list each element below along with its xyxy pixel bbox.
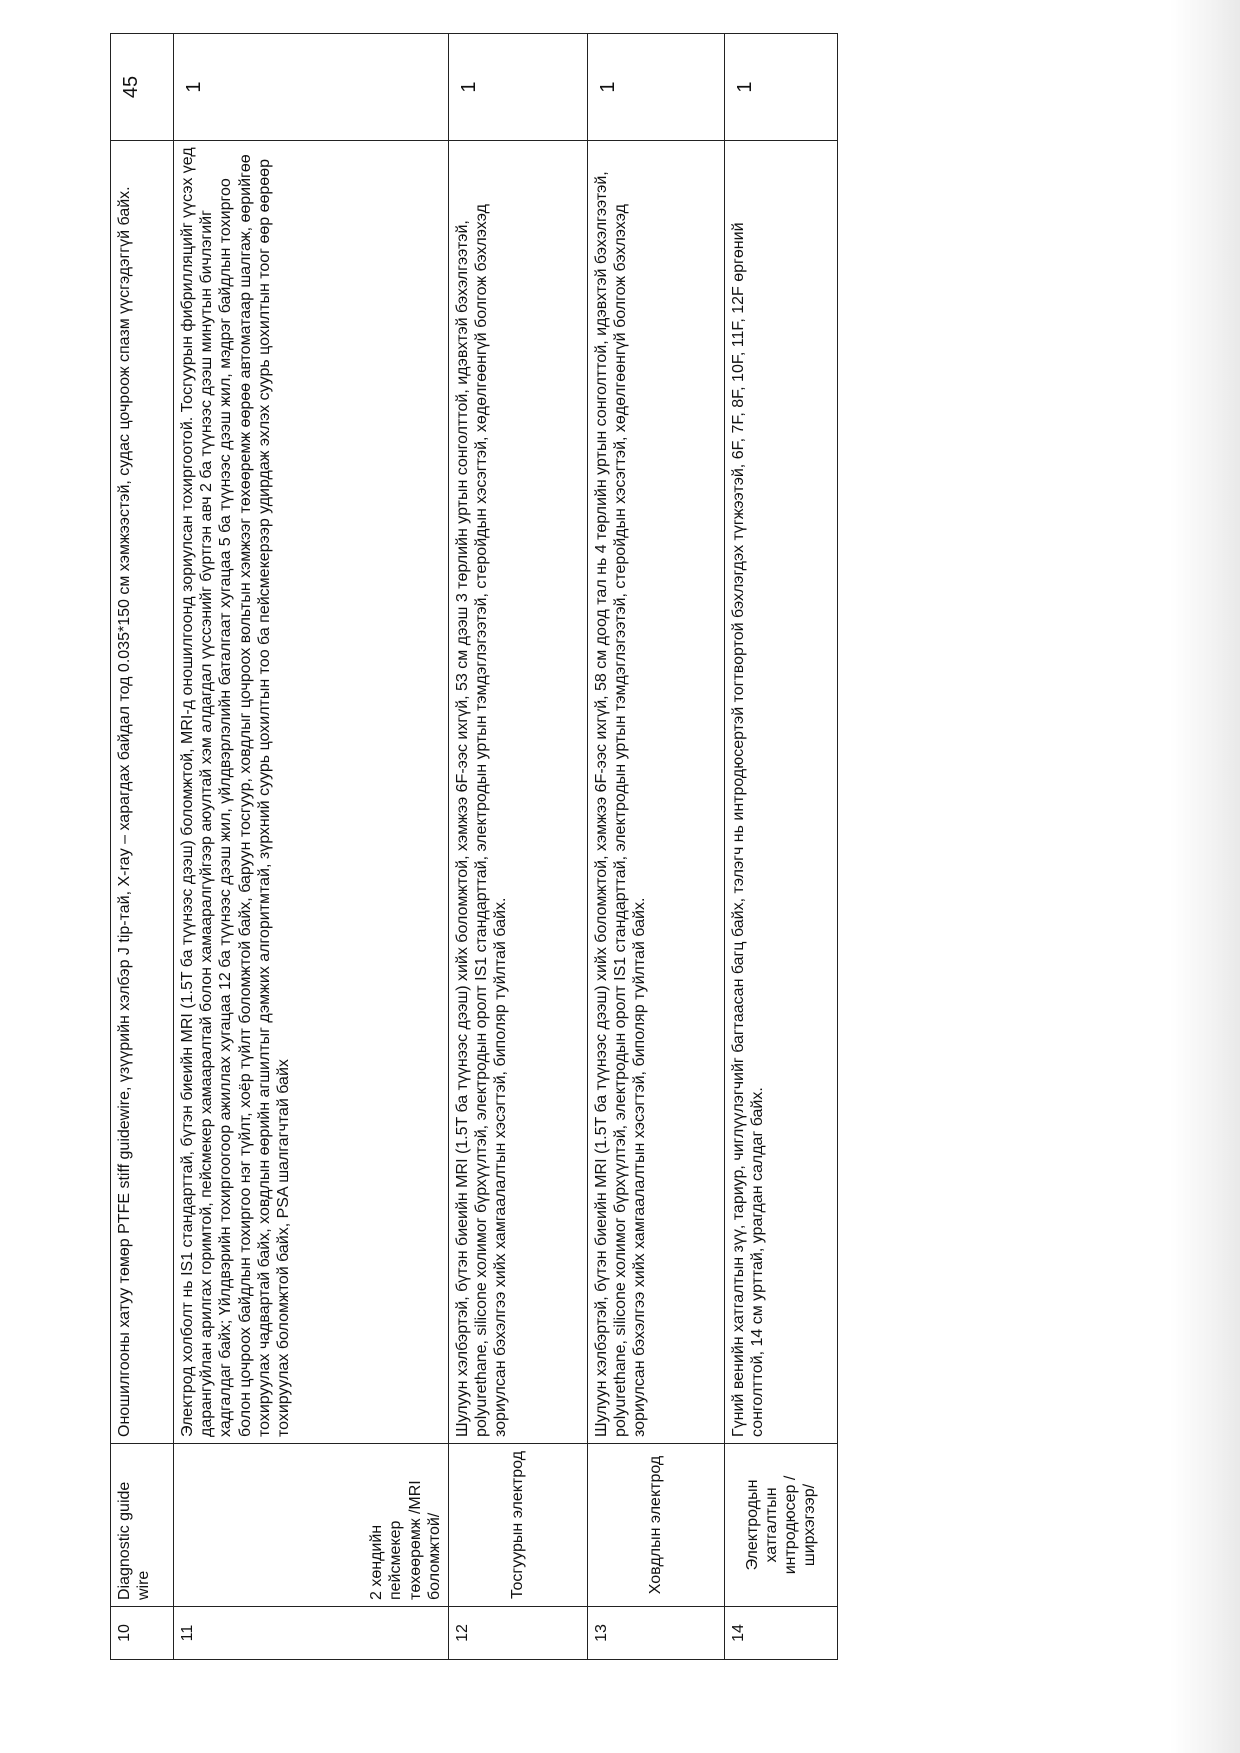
rotated-table-wrapper (110, 40, 900, 1660)
item-name: Diagnostic guide wire (111, 1444, 174, 1607)
item-name: 2 хөндийн пейсмекер төхөөрөмж /MRI боломжтой/ (174, 1444, 449, 1607)
row-number: 11 (174, 1607, 449, 1660)
item-name: Электродын хатгалтын интродюсер /ширхэгээр/ (725, 1444, 838, 1607)
table-row (174, 34, 449, 1660)
item-name: Тосгуурын электрод (449, 1444, 588, 1607)
item-quantity: 1 (725, 34, 838, 141)
item-description: Шулуун хэлбэртэй, бүтэн биеийн MRI (1.5T ба түүнээс дээш) хийх боломжтой, хэмжээ 6F-ээс ихгүй, 53 см дээш 3 төрлийн уртын сонголттой, идэвхтэй бэхэлгээтэй, polyurethane, silicone холимог бүрхүүлтэй, электродын оролт IS1 стандарттай, электродын уртын тэмдэглэгээтэй, стеройдын хэсэгтэй, хөдөлгөөнгүй болгож бэхлэхэд зориулсан бэхэлгээ хийх хамгаалалтын хэсэгтэй, биполяр туйлтай байх. (449, 141, 588, 1444)
table-row (449, 34, 588, 1660)
item-description: Гүний венийн хатгалтын зүү, тариур, чиглүүлэгчийг багтаасан багц байх, тэлэгч нь интродюсертэй тогтвортой бэхлэгдэх түгжээтэй, 6F, 7F, 8F, 10F, 11F, 12F өргөний сонголттой, 14 см урттай, урагдан салдаг байх. (725, 141, 838, 1444)
item-quantity: 1 (588, 34, 725, 141)
row-number: 13 (588, 1607, 725, 1660)
table-row (725, 34, 838, 1660)
item-description: Шулуун хэлбэртэй, бүтэн биеийн MRI (1.5T ба түүнээс дээш) хийх боломжтой, хэмжээ 6F-ээс ихгүй, 58 см доод тал нь 4 төрлийн уртын сонголттой, идэвхтэй бэхэлгээтэй, polyurethane, silicone холимог бүрхүүлтэй, электродын оролт IS1 стандарттай, электродын уртын тэмдэглэгээтэй, стеройдын хэсэгтэй, хөдөлгөөнгүй болгож бэхлэхэд зориулсан бэхэлгээ хийх хамгаалалтын хэсэгтэй, биполяр туйлтай байх. (588, 141, 725, 1444)
row-number: 12 (449, 1607, 588, 1660)
row-number: 10 (111, 1607, 174, 1660)
row-number: 14 (725, 1607, 838, 1660)
item-quantity: 45 (111, 34, 174, 141)
item-description: Электрод холболт нь IS1 стандарттай, бүтэн биеийн MRI (1.5T ба түүнээс дээш) боломжтой, MRI-д оношилгоонд зориулсан тохиргоотой. Тосгуурын фибрилляцийг үүсэх үед дарангуйлан арилгах горимтой, пейсмекер хамааралтай болон хамааралгүйгээр аюултай хэм алдагдал үүссэнийг бүртгэн авч 2 ба түүнээс дээш минутын бичлэгийг хадгалдаг байх; Үйлдвэрийн тохиргоогоор ажиллах хугацаа 12 ба түүнээс дээш жил, үйлдвэрлэлийн баталгаат хугацаа 5 ба түүнээс дээш жил, мэдрэг байдлын тохиргоо болон цочроох байдлын тохиргоо нэг түйлт, хоёр түйлт боломжтой байх, баруун тосгуур, ховдлыг цочроох вольтын хэмжээг төхөөремж өөрөө автоматаар шалгаж, өөрийгөө тохируулах чадвартай байх, ховдлын өөрийн агшилтыг дэмжих алгоритмтай, зүрхний суурь цохилтын тоо ба пейсмекерээр удирдаж эхлэх суурь цохилтын тоог өөр өөрөөр тохируулах боломжтой байх, PSA шалгагчтай байх (174, 141, 449, 1444)
scan-edge-shadow (1170, 0, 1240, 1753)
specification-table (110, 33, 838, 1660)
table-row (111, 34, 174, 1660)
item-quantity: 1 (174, 34, 449, 141)
table-row (588, 34, 725, 1660)
item-quantity: 1 (449, 34, 588, 141)
item-name: Ховдлын электрод (588, 1444, 725, 1607)
item-description: Оношилгооны хатуу төмөр PTFE stiff guidewire, үзүүрийн хэлбэр J tip-тай, X-ray – харагдах байдал тод 0.035*150 см хэмжээстэй, судас цочроож спазм үүсгэдэггүй байх. (111, 141, 174, 1444)
